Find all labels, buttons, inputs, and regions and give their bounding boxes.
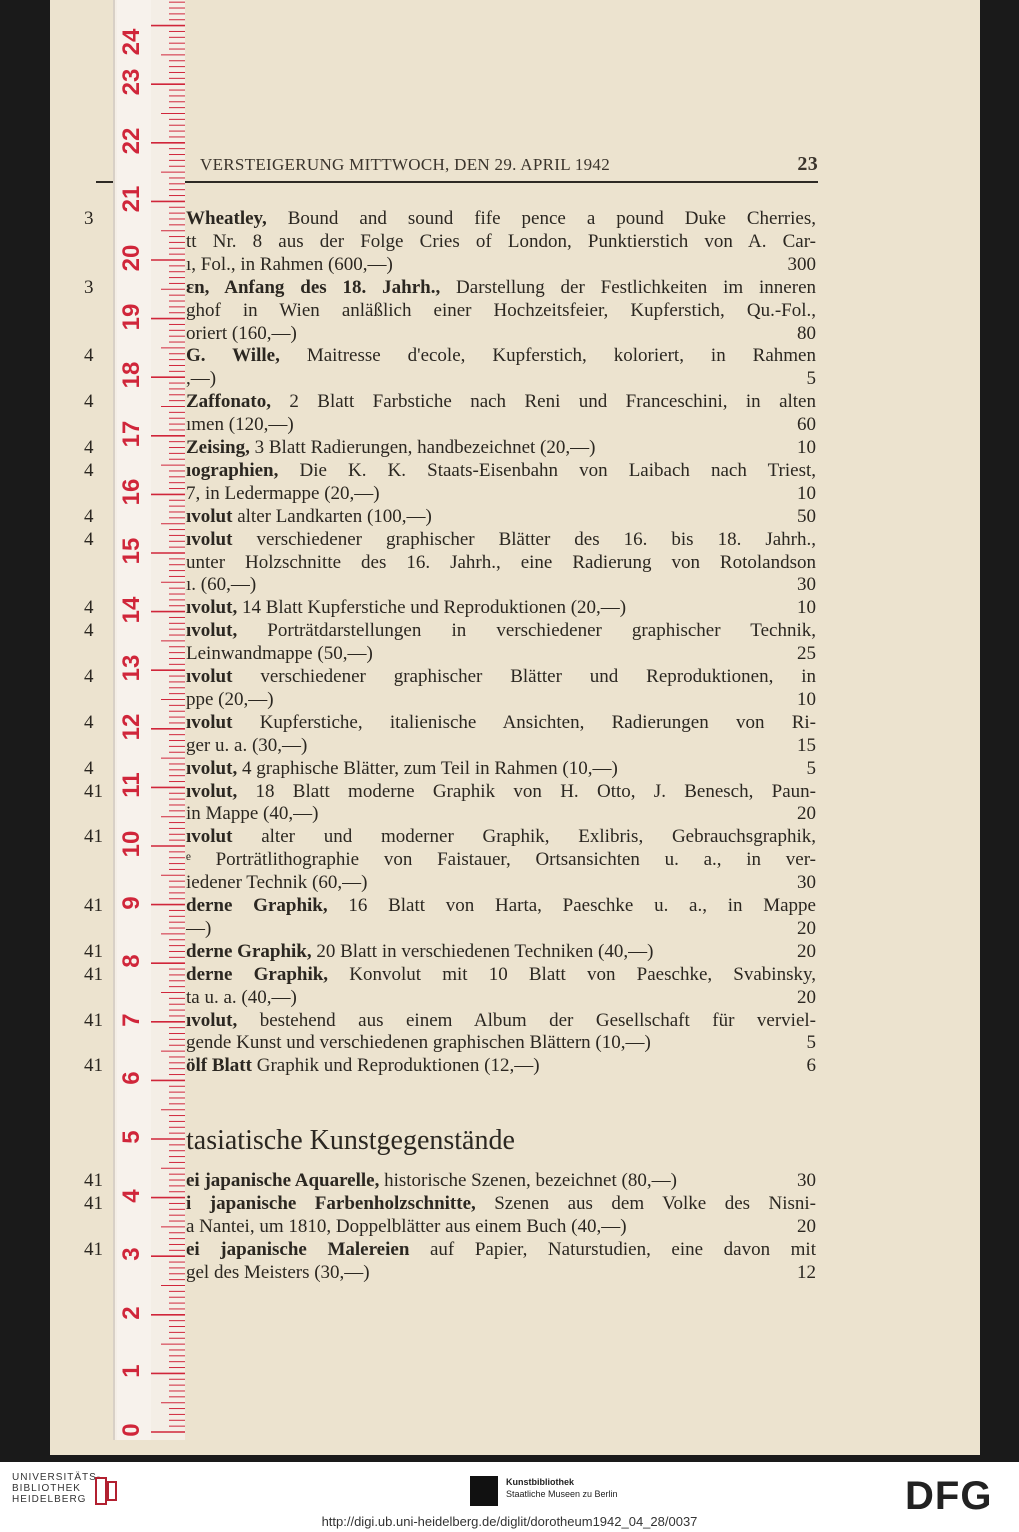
ruler-label: 10 bbox=[118, 830, 145, 858]
dfg-logo: DFG bbox=[905, 1474, 993, 1518]
entry-lead: ıvolut, bbox=[186, 597, 238, 619]
entry-lead: ölf Blatt bbox=[186, 1055, 252, 1077]
kunstbibliothek-mark-icon bbox=[470, 1476, 498, 1506]
ruler-label: 22 bbox=[118, 127, 145, 155]
entry-lead: ıvolut, bbox=[186, 1009, 238, 1031]
measuring-ruler bbox=[113, 0, 185, 1440]
entry-price: 300 bbox=[787, 253, 816, 275]
entry-line bbox=[186, 987, 816, 1009]
entry-text: unter Holzschnitte des 16. Jahrh., eine Radierung von Rotolandson bbox=[186, 551, 816, 573]
entry-line bbox=[186, 414, 816, 436]
entry-price: 30 bbox=[797, 1170, 816, 1191]
entry-text: ger u. a. (30,—) bbox=[186, 734, 308, 756]
entry-price: 6 bbox=[806, 1055, 816, 1077]
ruler-label: 21 bbox=[118, 186, 145, 213]
entry-text: 4 graphische Blätter, zum Teil in Rahmen (10,—) bbox=[237, 757, 618, 779]
entry-text: Leinwandmappe (50,—) bbox=[186, 643, 373, 665]
entry-text: alter Landkarten (100,—) bbox=[232, 505, 432, 527]
entry-line bbox=[186, 231, 816, 253]
entry-lead: ıvolut bbox=[186, 505, 233, 527]
ruler-label: 5 bbox=[118, 1130, 145, 1144]
entry-text: auf Papier, Naturstudien, eine davon mit bbox=[409, 1238, 816, 1260]
entry-text: Graphik und Reproduktionen (12,—) bbox=[251, 1055, 540, 1077]
entry-line bbox=[186, 506, 816, 528]
header-rule bbox=[96, 181, 818, 183]
entry-price: 5 bbox=[806, 1032, 816, 1054]
running-header bbox=[200, 150, 818, 178]
entry-lead: ei japanische Aquarelle, bbox=[186, 1170, 380, 1191]
entry-lead: ıvolut bbox=[186, 528, 233, 550]
entry-price: 12 bbox=[797, 1261, 816, 1283]
entry-text: 3 Blatt Radierungen, handbezeichnet (20,—) bbox=[249, 437, 596, 458]
entry-price: 30 bbox=[797, 872, 816, 894]
entry-price: 20 bbox=[797, 940, 816, 962]
entry-text: 16 Blatt von Harta, Paeschke u. a., in Mappe bbox=[327, 895, 816, 916]
entry-lead: ıvolut bbox=[186, 826, 233, 848]
footer-bar bbox=[0, 1462, 1019, 1532]
entry-line bbox=[186, 208, 816, 230]
ruler-label: 8 bbox=[118, 954, 145, 968]
entry-lead: ıvolut, bbox=[186, 757, 238, 779]
entry-price: 5 bbox=[806, 757, 816, 779]
entry-text: Maitresse d'ecole, Kupferstich, koloriert, in Rahmen bbox=[279, 345, 816, 367]
entry-line bbox=[186, 758, 816, 780]
entry-line bbox=[186, 643, 816, 665]
entry-line bbox=[186, 964, 816, 986]
lot-number: 41 bbox=[84, 1055, 103, 1077]
entry-lead: Zeising, bbox=[186, 437, 250, 458]
entry-lead: G. Wille, bbox=[186, 345, 280, 367]
ruler-label: 16 bbox=[118, 479, 145, 506]
entry-text: bestehend aus einem Album der Gesellschaft für verviel- bbox=[237, 1009, 816, 1031]
section-title: tasiatische Kunstgegenstände bbox=[186, 1125, 515, 1156]
entry-line bbox=[186, 460, 816, 482]
entry-line bbox=[186, 666, 816, 688]
entry-line bbox=[186, 895, 816, 917]
ruler-label: 12 bbox=[118, 713, 145, 741]
entry-line bbox=[186, 529, 816, 551]
ruler-label: 0 bbox=[118, 1423, 145, 1437]
entry-line bbox=[186, 277, 816, 299]
entry-price: 30 bbox=[797, 574, 816, 596]
ruler-label: 3 bbox=[118, 1247, 145, 1261]
entry-line bbox=[186, 1170, 816, 1192]
entry-text: ᵉ Porträtlithographie von Faistauer, Ortsansichten u. a., in ver- bbox=[186, 849, 816, 871]
entry-line bbox=[186, 483, 816, 505]
ub-logo-mark-icon bbox=[92, 1474, 120, 1508]
ruler-label: 17 bbox=[118, 420, 145, 448]
entry-line bbox=[186, 803, 816, 825]
entry-lead: derne Graphik, bbox=[186, 895, 328, 916]
entry-text: verschiedener graphischer Blätter des 16. bis 18. Jahrh., bbox=[232, 528, 816, 550]
ruler-label: 14 bbox=[118, 596, 145, 623]
header-title: VERSTEIGERUNG MITTWOCH, DEN 29. APRIL 1942 bbox=[200, 155, 611, 174]
entry-line bbox=[186, 872, 816, 894]
entry-text: ghof in Wien anläßlich einer Hochzeitsfeier, Kupferstich, Qu.-Fol., bbox=[186, 299, 816, 321]
entry-lead: Wheatley, bbox=[186, 208, 267, 229]
entry-line bbox=[186, 826, 816, 848]
ub-logo-line: HEIDELBERG bbox=[12, 1494, 87, 1505]
ruler-label: 9 bbox=[118, 895, 145, 910]
entry-line bbox=[186, 323, 816, 345]
entry-text: alter und moderner Graphik, Exlibris, Gebrauchsgraphik, bbox=[232, 826, 816, 848]
lot-number: 41 bbox=[84, 826, 103, 848]
entry-price: 10 bbox=[797, 437, 816, 458]
entry-text: 18 Blatt moderne Graphik von H. Otto, J. Benesch, Paun- bbox=[237, 780, 816, 802]
entry-text: tt Nr. 8 aus der Folge Cries of London, Punktierstich von A. Car- bbox=[186, 230, 816, 252]
lot-number: 4 bbox=[84, 620, 94, 642]
entry-text: verschiedener graphischer Blätter und Reproduktionen, in bbox=[232, 666, 816, 687]
entry-text: ,—) bbox=[186, 368, 217, 390]
entry-line bbox=[186, 437, 816, 459]
lot-number: 4 bbox=[84, 666, 94, 687]
entry-price: 20 bbox=[797, 917, 816, 939]
entry-price: 25 bbox=[797, 643, 816, 665]
entry-lead: i japanische Farbenholzschnitte, bbox=[186, 1192, 476, 1214]
entry-line bbox=[186, 597, 816, 619]
lot-number: 4 bbox=[84, 345, 94, 367]
lot-number: 41 bbox=[84, 1009, 103, 1031]
entry-line bbox=[186, 1216, 816, 1238]
entry-price: 10 bbox=[797, 597, 816, 619]
lot-number: 41 bbox=[84, 1170, 103, 1191]
lot-number: 4 bbox=[84, 597, 94, 619]
ruler-label: 20 bbox=[118, 244, 145, 272]
entry-line bbox=[186, 849, 816, 871]
entry-text: Szenen aus dem Volke des Nisni- bbox=[475, 1192, 816, 1214]
entry-line bbox=[186, 300, 816, 322]
entry-line bbox=[186, 735, 816, 757]
entry-lead: ɛn, Anfang des 18. Jahrh., bbox=[186, 276, 441, 298]
lot-number: 4 bbox=[84, 528, 94, 550]
entry-price: 20 bbox=[797, 1215, 816, 1237]
ruler-label: 19 bbox=[118, 303, 145, 330]
entry-text: Bound and sound fife pence a pound Duke Cherries, bbox=[266, 208, 816, 229]
ruler-label: 11 bbox=[118, 772, 145, 799]
entry-line bbox=[186, 1010, 816, 1032]
lot-number: 41 bbox=[84, 963, 103, 985]
entry-lead: ei japanische Malereien bbox=[186, 1238, 410, 1260]
ruler-label: 2 bbox=[118, 1306, 145, 1320]
entry-line bbox=[186, 712, 816, 734]
lot-number: 3 bbox=[84, 208, 94, 229]
entry-text: Konvolut mit 10 Blatt von Paeschke, Svabinsky, bbox=[328, 963, 816, 985]
entry-text: gel des Meisters (30,—) bbox=[186, 1261, 370, 1283]
entry-text: Porträtdarstellungen in verschiedener graphischer Technik, bbox=[237, 620, 816, 642]
entry-lead: derne Graphik, bbox=[186, 940, 312, 962]
entry-line bbox=[186, 552, 816, 574]
ruler-label: 23 bbox=[118, 68, 145, 96]
entry-line bbox=[186, 574, 816, 596]
entry-text: 14 Blatt Kupferstiche und Reproduktionen (20,—) bbox=[237, 597, 627, 619]
lot-number: 41 bbox=[84, 780, 103, 802]
entry-lead: Zaffonato, bbox=[186, 391, 271, 413]
entry-text: Kupferstiche, italienische Ansichten, Radierungen von Ri- bbox=[232, 711, 816, 733]
entry-price: 50 bbox=[797, 505, 816, 527]
lot-number: 4 bbox=[84, 757, 94, 779]
entry-line bbox=[186, 1193, 816, 1215]
entry-text: gende Kunst und verschiedenen graphischen Blättern (10,—) bbox=[186, 1032, 651, 1054]
entry-line bbox=[186, 941, 816, 963]
entry-line bbox=[186, 918, 816, 940]
ruler-label: 6 bbox=[118, 1071, 145, 1086]
entry-price: 15 bbox=[797, 734, 816, 756]
entry-line bbox=[186, 1032, 816, 1054]
entry-line bbox=[186, 368, 816, 390]
entry-price: 80 bbox=[797, 322, 816, 344]
entry-line bbox=[186, 689, 816, 711]
entry-lead: derne Graphik, bbox=[186, 963, 329, 985]
ub-logo-line: UNIVERSITÄTS- bbox=[12, 1472, 102, 1483]
entry-price: 5 bbox=[806, 368, 816, 390]
lot-number: 41 bbox=[84, 1192, 103, 1214]
entry-line bbox=[186, 620, 816, 642]
entry-price: 10 bbox=[797, 688, 816, 710]
ub-logo-line: BIBLIOTHEK bbox=[12, 1483, 81, 1494]
entry-text: ta u. a. (40,—) bbox=[186, 986, 297, 1008]
ruler-label: 15 bbox=[118, 537, 145, 565]
entry-line bbox=[186, 781, 816, 803]
lot-number: 4 bbox=[84, 459, 94, 481]
lot-number: 4 bbox=[84, 437, 94, 458]
entry-line bbox=[186, 391, 816, 413]
page-number: 23 bbox=[797, 153, 818, 175]
lot-number: 4 bbox=[84, 505, 94, 527]
lot-number: 3 bbox=[84, 276, 94, 298]
entry-line bbox=[186, 254, 816, 276]
ruler-label: 1 bbox=[118, 1364, 145, 1379]
entry-line bbox=[186, 345, 816, 367]
entry-lead: ıvolut, bbox=[186, 780, 238, 802]
ruler-label: 7 bbox=[118, 1013, 145, 1027]
lot-number: 41 bbox=[84, 895, 103, 916]
entry-lead: ıvolut bbox=[186, 666, 233, 687]
entry-text: —) bbox=[186, 917, 212, 939]
ub-heidelberg-logo bbox=[12, 1472, 101, 1505]
entry-line bbox=[186, 1262, 816, 1284]
lot-number: 41 bbox=[84, 940, 103, 962]
entry-text: iedener Technik (60,—) bbox=[186, 872, 368, 894]
lot-number: 41 bbox=[84, 1238, 103, 1260]
entry-text: 2 Blatt Farbstiche nach Reni und Franceschini, in alten bbox=[270, 391, 816, 413]
ruler-label: 24 bbox=[118, 28, 145, 55]
entry-text: historische Szenen, bezeichnet (80,—) bbox=[379, 1170, 677, 1191]
entry-text: ppe (20,—) bbox=[186, 688, 274, 710]
entry-price: 20 bbox=[797, 803, 816, 825]
entry-text: 20 Blatt in verschiedenen Techniken (40,—) bbox=[311, 940, 654, 962]
entry-text: in Mappe (40,—) bbox=[186, 803, 319, 825]
entry-price: 20 bbox=[797, 986, 816, 1008]
entry-lead: ıvolut bbox=[186, 711, 233, 733]
source-url[interactable]: http://digi.ub.uni-heidelberg.de/diglit/dorotheum1942_04_28/0037 bbox=[321, 1514, 698, 1529]
entry-text: oriert (160,—) bbox=[186, 322, 297, 344]
entry-text: 7, in Ledermappe (20,—) bbox=[186, 482, 380, 504]
entry-text: ı. (60,—) bbox=[186, 574, 257, 596]
ruler-label: 4 bbox=[118, 1188, 145, 1203]
entry-line bbox=[186, 1055, 816, 1077]
entry-price: 60 bbox=[797, 414, 816, 436]
entry-line bbox=[186, 1239, 816, 1261]
ruler-label: 13 bbox=[118, 654, 145, 682]
entry-text: Darstellung der Festlichkeiten im inneren bbox=[440, 276, 816, 298]
entry-price: 10 bbox=[797, 482, 816, 504]
entry-lead: ıographien, bbox=[186, 459, 279, 481]
entry-text: ımen (120,—) bbox=[186, 414, 294, 436]
entry-lead: ıvolut, bbox=[186, 620, 238, 642]
lot-number: 4 bbox=[84, 391, 94, 413]
entry-text: ı, Fol., in Rahmen (600,—) bbox=[186, 253, 393, 275]
kb-name: Kunstbibliothek bbox=[506, 1477, 574, 1487]
lot-number: 4 bbox=[84, 711, 94, 733]
entry-text: a Nantei, um 1810, Doppelblätter aus einem Buch (40,—) bbox=[186, 1215, 627, 1237]
ruler-label: 18 bbox=[118, 361, 145, 389]
kb-sub: Staatliche Museen zu Berlin bbox=[506, 1489, 618, 1499]
entry-text: Die K. K. Staats-Eisenbahn von Laibach nach Triest, bbox=[278, 459, 816, 481]
